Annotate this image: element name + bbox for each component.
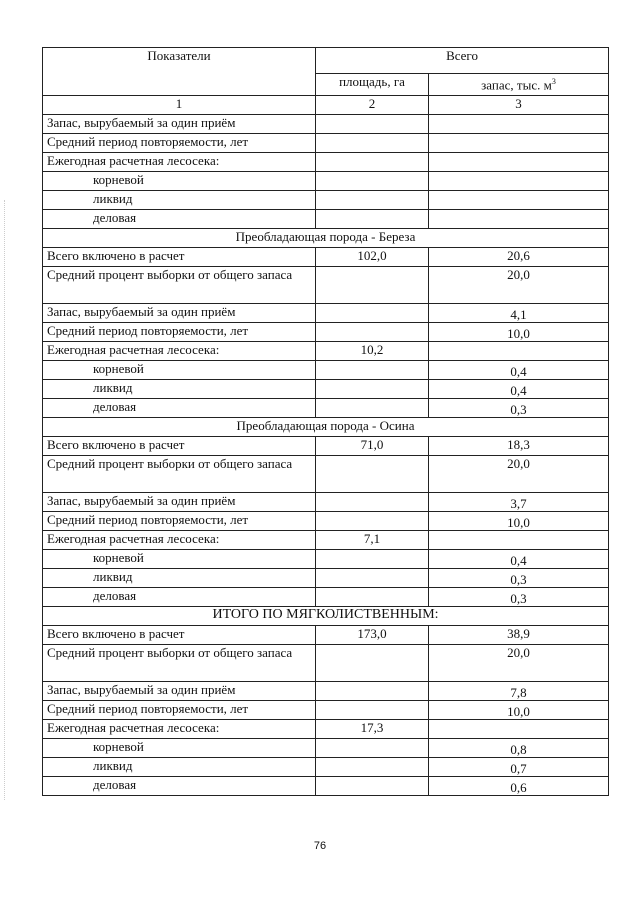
row-stock-value: 38,9 bbox=[429, 626, 609, 645]
row-stock-value bbox=[429, 191, 609, 210]
row-label: Ежегодная расчетная лесосека: bbox=[43, 342, 316, 361]
table-row bbox=[43, 720, 609, 739]
row-stock-value bbox=[429, 115, 609, 134]
row-stock-value: 10,0 bbox=[429, 323, 609, 342]
section-title: Преобладающая порода - Береза bbox=[43, 229, 609, 248]
row-label: корневой bbox=[43, 550, 316, 569]
table-row bbox=[43, 210, 609, 229]
row-label: ликвид bbox=[43, 380, 316, 399]
row-area-value bbox=[316, 512, 429, 531]
row-stock-value: 4,1 bbox=[429, 304, 609, 323]
row-label: Средний процент выборки от общего запаса bbox=[43, 267, 316, 304]
table-row bbox=[43, 682, 609, 701]
row-area-value bbox=[316, 380, 429, 399]
row-label: Ежегодная расчетная лесосека: bbox=[43, 720, 316, 739]
row-area-value bbox=[316, 645, 429, 682]
page-number: 76 bbox=[313, 840, 327, 852]
header-col-num-3: 3 bbox=[429, 96, 609, 115]
row-label: Средний процент выборки от общего запаса bbox=[43, 456, 316, 493]
row-stock-value: 10,0 bbox=[429, 512, 609, 531]
table-row bbox=[43, 531, 609, 550]
row-area-value: 7,1 bbox=[316, 531, 429, 550]
header-total: Всего bbox=[316, 48, 609, 74]
row-label: корневой bbox=[43, 739, 316, 758]
table-row bbox=[43, 134, 609, 153]
table-row bbox=[43, 626, 609, 645]
section-title-row bbox=[43, 229, 609, 248]
section-rows bbox=[43, 229, 609, 796]
header-area: площадь, га bbox=[316, 74, 429, 96]
row-area-value bbox=[316, 210, 429, 229]
section-title: ИТОГО ПО МЯГКОЛИСТВЕННЫМ: bbox=[43, 607, 609, 626]
row-area-value bbox=[316, 682, 429, 701]
row-stock-value: 7,8 bbox=[429, 682, 609, 701]
row-stock-value: 0,7 bbox=[429, 758, 609, 777]
row-label: деловая bbox=[43, 210, 316, 229]
row-area-value: 102,0 bbox=[316, 248, 429, 267]
row-area-value bbox=[316, 399, 429, 418]
row-label: ликвид bbox=[43, 191, 316, 210]
row-label: Средний период повторяемости, лет bbox=[43, 323, 316, 342]
table-row bbox=[43, 550, 609, 569]
header-indicators: Показатели bbox=[43, 48, 316, 96]
table-row bbox=[43, 380, 609, 399]
row-stock-value: 3,7 bbox=[429, 493, 609, 512]
table-row bbox=[43, 342, 609, 361]
section-title: Преобладающая порода - Осина bbox=[43, 418, 609, 437]
row-stock-value: 0,4 bbox=[429, 550, 609, 569]
table-row bbox=[43, 739, 609, 758]
row-label: корневой bbox=[43, 172, 316, 191]
row-stock-value bbox=[429, 210, 609, 229]
table-row bbox=[43, 248, 609, 267]
row-label: Средний период повторяемости, лет bbox=[43, 512, 316, 531]
table-row bbox=[43, 456, 609, 493]
row-area-value bbox=[316, 758, 429, 777]
table-row bbox=[43, 115, 609, 134]
row-label: Запас, вырубаемый за один приём bbox=[43, 493, 316, 512]
table-row bbox=[43, 399, 609, 418]
table-row bbox=[43, 191, 609, 210]
header-stock-label: запас, тыс. м bbox=[481, 77, 552, 93]
row-area-value bbox=[316, 493, 429, 512]
section-title-row bbox=[43, 607, 609, 626]
row-stock-value: 20,0 bbox=[429, 267, 609, 304]
row-stock-value: 0,3 bbox=[429, 569, 609, 588]
row-area-value bbox=[316, 739, 429, 758]
allowable-cut-table bbox=[42, 47, 609, 796]
row-label: ликвид bbox=[43, 758, 316, 777]
row-stock-value bbox=[429, 531, 609, 550]
intro-rows bbox=[43, 115, 609, 229]
row-area-value bbox=[316, 172, 429, 191]
row-stock-value bbox=[429, 153, 609, 172]
row-area-value: 17,3 bbox=[316, 720, 429, 739]
table-row bbox=[43, 437, 609, 456]
row-stock-value: 0,6 bbox=[429, 777, 609, 796]
row-stock-value: 10,0 bbox=[429, 701, 609, 720]
table-row bbox=[43, 758, 609, 777]
row-area-value bbox=[316, 777, 429, 796]
row-area-value bbox=[316, 550, 429, 569]
row-area-value bbox=[316, 115, 429, 134]
row-stock-value: 0,3 bbox=[429, 588, 609, 607]
table-row bbox=[43, 172, 609, 191]
table-header bbox=[43, 48, 609, 115]
table-row bbox=[43, 361, 609, 380]
table-row bbox=[43, 777, 609, 796]
table-row bbox=[43, 323, 609, 342]
row-stock-value: 0,3 bbox=[429, 399, 609, 418]
row-label: Запас, вырубаемый за один приём bbox=[43, 682, 316, 701]
row-area-value bbox=[316, 323, 429, 342]
row-label: Средний период повторяемости, лет bbox=[43, 134, 316, 153]
row-label: Ежегодная расчетная лесосека: bbox=[43, 153, 316, 172]
row-area-value bbox=[316, 588, 429, 607]
row-label: Средний процент выборки от общего запаса bbox=[43, 645, 316, 682]
header-col-num-1: 1 bbox=[43, 96, 316, 115]
header-stock bbox=[429, 74, 609, 96]
table-row bbox=[43, 304, 609, 323]
row-area-value bbox=[316, 304, 429, 323]
row-area-value bbox=[316, 134, 429, 153]
row-label: деловая bbox=[43, 399, 316, 418]
section-title-row bbox=[43, 418, 609, 437]
row-stock-value: 20,6 bbox=[429, 248, 609, 267]
row-stock-value bbox=[429, 134, 609, 153]
row-area-value bbox=[316, 191, 429, 210]
row-area-value bbox=[316, 456, 429, 493]
row-label: Средний период повторяемости, лет bbox=[43, 701, 316, 720]
row-label: ликвид bbox=[43, 569, 316, 588]
table-row bbox=[43, 701, 609, 720]
row-area-value bbox=[316, 267, 429, 304]
row-area-value: 10,2 bbox=[316, 342, 429, 361]
row-area-value bbox=[316, 153, 429, 172]
table-row bbox=[43, 493, 609, 512]
row-label: Запас, вырубаемый за один приём bbox=[43, 304, 316, 323]
row-area-value bbox=[316, 569, 429, 588]
table-row bbox=[43, 153, 609, 172]
row-area-value: 173,0 bbox=[316, 626, 429, 645]
row-label: Всего включено в расчет bbox=[43, 248, 316, 267]
row-area-value bbox=[316, 361, 429, 380]
row-stock-value: 0,4 bbox=[429, 380, 609, 399]
row-area-value: 71,0 bbox=[316, 437, 429, 456]
scan-edge-marks bbox=[4, 200, 6, 800]
row-label: деловая bbox=[43, 777, 316, 796]
row-stock-value: 20,0 bbox=[429, 456, 609, 493]
table-row bbox=[43, 569, 609, 588]
row-label: Запас, вырубаемый за один приём bbox=[43, 115, 316, 134]
row-area-value bbox=[316, 701, 429, 720]
row-label: деловая bbox=[43, 588, 316, 607]
table-row bbox=[43, 588, 609, 607]
row-stock-value: 20,0 bbox=[429, 645, 609, 682]
table-row bbox=[43, 512, 609, 531]
table-row bbox=[43, 267, 609, 304]
row-stock-value bbox=[429, 342, 609, 361]
header-col-num-2: 2 bbox=[316, 96, 429, 115]
row-label: Ежегодная расчетная лесосека: bbox=[43, 531, 316, 550]
row-stock-value: 0,4 bbox=[429, 361, 609, 380]
row-stock-value bbox=[429, 720, 609, 739]
row-label: Всего включено в расчет bbox=[43, 626, 316, 645]
header-stock-sup: 3 bbox=[551, 77, 556, 86]
row-label: Всего включено в расчет bbox=[43, 437, 316, 456]
row-stock-value bbox=[429, 172, 609, 191]
row-stock-value: 0,8 bbox=[429, 739, 609, 758]
row-stock-value: 18,3 bbox=[429, 437, 609, 456]
table-row bbox=[43, 645, 609, 682]
row-label: корневой bbox=[43, 361, 316, 380]
